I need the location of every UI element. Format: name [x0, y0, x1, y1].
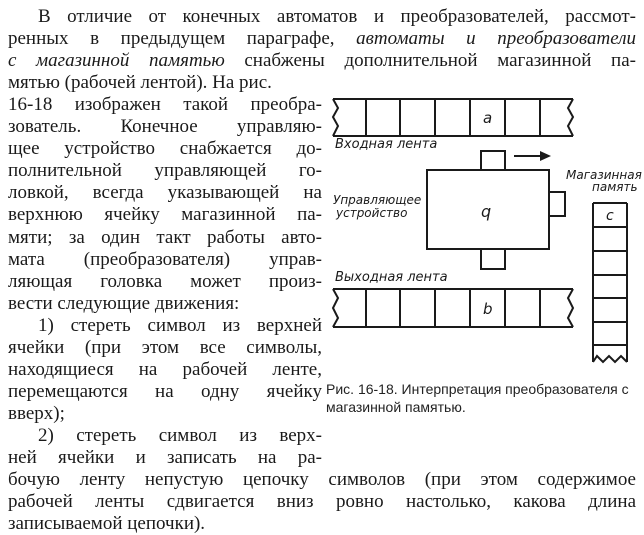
movement-arrow-icon	[514, 151, 551, 161]
text-line: щее устройство снабжается до-	[8, 138, 322, 160]
stack-label-1: Магазинная	[566, 168, 642, 182]
text-line: 1) стереть символ из верхней	[38, 314, 322, 336]
stack-label-2: память	[592, 180, 638, 194]
state-symbol: q	[481, 202, 492, 221]
stack-memory	[593, 203, 627, 362]
text-line: вверх);	[8, 402, 65, 424]
input-tape-label: Входная лента	[335, 137, 438, 152]
text-line: полнительной управляющей го-	[8, 160, 322, 182]
figure-caption: Рис. 16-18. Интерпретация преобразователя с магазинной памятью.	[326, 381, 629, 415]
text-line: верхнюю ячейку магазинной па-	[8, 204, 322, 226]
text-line: мата (преобразователя) управ-	[8, 248, 322, 270]
text-line: с магазинной памятью снабжены дополнительной магазинной па-	[8, 50, 636, 72]
input-tape	[333, 99, 573, 136]
output-tape	[333, 289, 573, 327]
text-line: ней ячейки и записать на ра-	[8, 447, 322, 468]
output-cell-symbol: b	[483, 300, 493, 318]
text-line: ячейки (при этом все символы,	[8, 336, 322, 358]
text-line: мяти; за один такт работы авто-	[8, 226, 322, 248]
output-head	[481, 249, 505, 269]
text-line: перемещаются на одну ячейку	[8, 380, 322, 402]
text-line: находящиеся на рабочей ленте,	[8, 358, 322, 380]
text-line: ловкой, всегда указывающей на	[8, 182, 322, 204]
text-line: бочую ленту непустую цепочку символов (при этом содержимое	[8, 469, 636, 491]
text-line: мятью (рабочей лентой). На рис.	[8, 72, 272, 94]
input-head	[481, 151, 505, 170]
text-line: зователь. Конечное управляю-	[8, 116, 322, 138]
text-line: записываемой цепочки).	[8, 513, 206, 535]
text-line: вести следующие движения:	[8, 292, 240, 314]
stack-cell-symbol: c	[606, 208, 614, 224]
input-cell-symbol: a	[483, 109, 493, 127]
text-line: рабочей ленты сдвигается вниз ровно настолько, какова длина	[8, 491, 636, 513]
output-tape-label: Выходная лента	[335, 270, 448, 285]
stack-head	[549, 192, 565, 216]
text-line: ляющая головка может произ-	[8, 270, 322, 292]
text-line: В отличие от конечных автоматов и преобразователей, рассмот-	[38, 6, 636, 27]
control-device-label-1: Управляющее	[333, 193, 422, 207]
control-device-label-2: устройство	[336, 206, 408, 220]
text-line: 16-18 изображен такой преобра-	[8, 94, 322, 116]
text-line: 2) стереть символ из верх-	[38, 424, 322, 446]
text-line: ренных в предыдущем параграфе, автоматы и преобразователи	[8, 28, 636, 50]
